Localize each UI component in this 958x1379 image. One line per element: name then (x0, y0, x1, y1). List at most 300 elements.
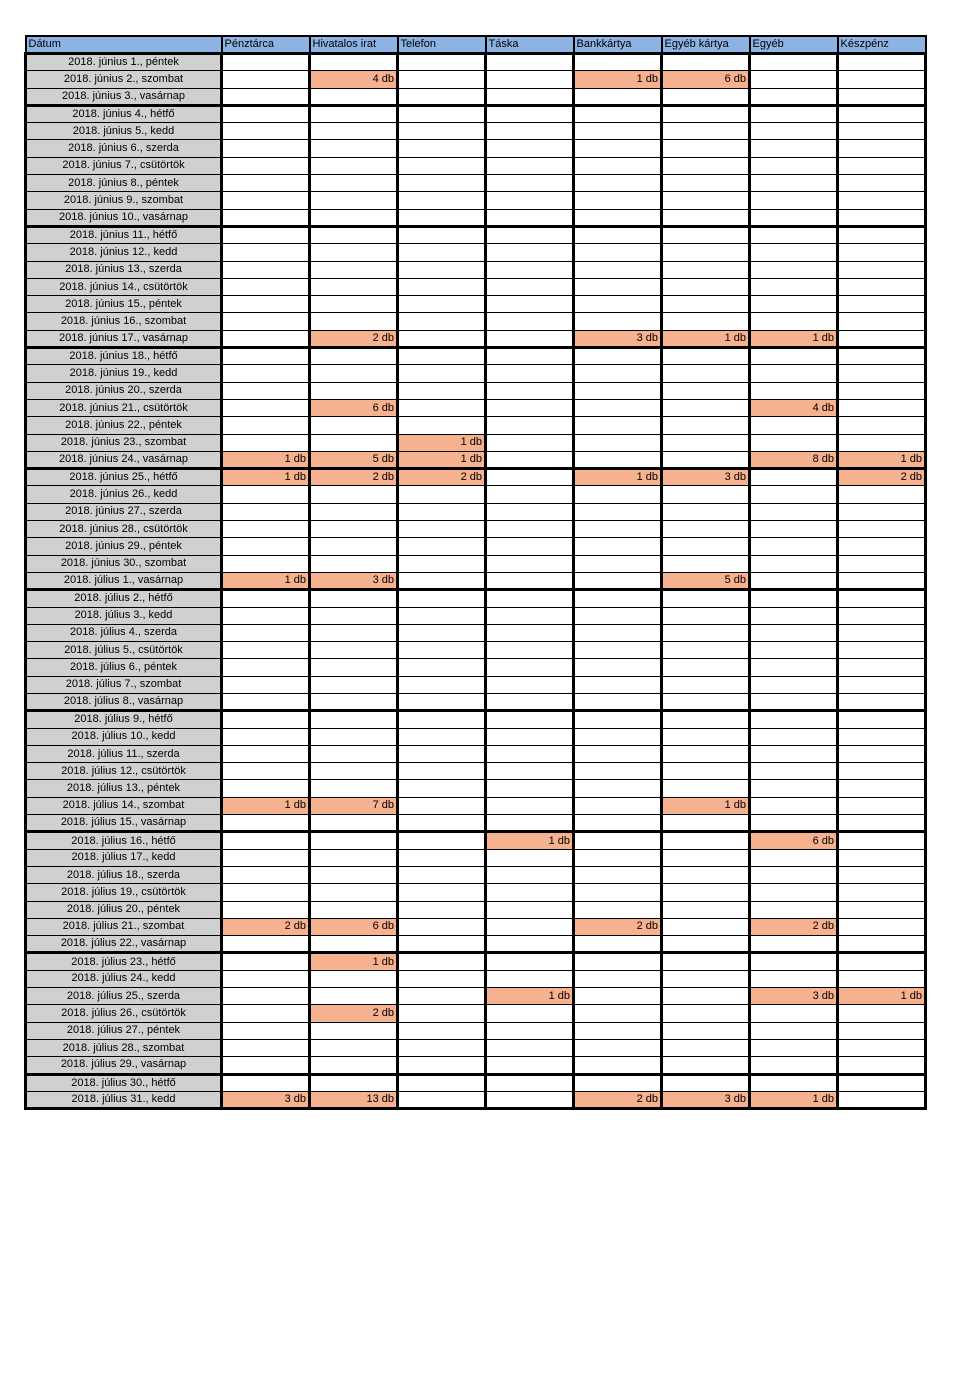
date-cell: 2018. július 12., csütörtök (26, 763, 222, 780)
cell-egyeb (750, 157, 838, 174)
cell-egyeb (750, 693, 838, 710)
cell-telefon (398, 365, 486, 382)
cell-egyeb-kartya (662, 884, 750, 901)
cell-taska (486, 140, 574, 157)
cell-telefon (398, 797, 486, 814)
cell-bankkartya (574, 970, 662, 987)
table-row (26, 1091, 926, 1108)
cell-keszpenz (838, 209, 926, 226)
cell-taska (486, 313, 574, 330)
date-cell: 2018. június 26., kedd (26, 486, 222, 503)
table-row (26, 140, 926, 157)
cell-egyeb-kartya (662, 659, 750, 676)
table-row (26, 918, 926, 935)
cell-egyeb-kartya (662, 728, 750, 745)
date-cell: 2018. június 13., szerda (26, 261, 222, 278)
date-cell: 2018. június 19., kedd (26, 365, 222, 382)
cell-egyeb (750, 607, 838, 624)
cell-taska (486, 209, 574, 226)
date-cell: 2018. június 23., szombat (26, 434, 222, 451)
cell-taska (486, 970, 574, 987)
cell-egyeb-kartya (662, 278, 750, 295)
table-row (26, 157, 926, 174)
cell-telefon (398, 780, 486, 797)
table-row (26, 486, 926, 503)
cell-egyeb-kartya: 1 db (662, 330, 750, 347)
cell-hivatalos-irat (310, 815, 398, 832)
cell-keszpenz: 1 db (838, 451, 926, 468)
cell-egyeb-kartya (662, 815, 750, 832)
cell-penztarca (222, 296, 310, 313)
cell-telefon (398, 503, 486, 520)
cell-bankkartya (574, 745, 662, 762)
cell-penztarca (222, 399, 310, 416)
cell-egyeb (750, 1022, 838, 1039)
cell-penztarca (222, 88, 310, 105)
cell-egyeb (750, 780, 838, 797)
cell-penztarca (222, 382, 310, 399)
cell-keszpenz (838, 123, 926, 140)
cell-telefon (398, 399, 486, 416)
cell-egyeb-kartya (662, 1057, 750, 1074)
cell-taska (486, 866, 574, 883)
table-row (26, 1057, 926, 1074)
cell-egyeb (750, 866, 838, 883)
cell-telefon (398, 486, 486, 503)
cell-hivatalos-irat (310, 486, 398, 503)
cell-bankkartya (574, 1039, 662, 1056)
cell-taska (486, 763, 574, 780)
cell-telefon (398, 71, 486, 88)
cell-egyeb-kartya (662, 54, 750, 71)
cell-egyeb-kartya (662, 123, 750, 140)
table-row (26, 244, 926, 261)
cell-egyeb-kartya (662, 296, 750, 313)
cell-keszpenz (838, 1091, 926, 1108)
date-cell: 2018. június 11., hétfő (26, 226, 222, 243)
date-cell: 2018. június 4., hétfő (26, 105, 222, 122)
cell-hivatalos-irat (310, 1057, 398, 1074)
cell-telefon (398, 711, 486, 728)
cell-penztarca (222, 936, 310, 953)
cell-penztarca (222, 590, 310, 607)
date-cell: 2018. június 1., péntek (26, 54, 222, 71)
cell-taska (486, 728, 574, 745)
cell-penztarca (222, 780, 310, 797)
cell-penztarca (222, 642, 310, 659)
cell-penztarca (222, 728, 310, 745)
table-row (26, 676, 926, 693)
cell-penztarca (222, 1005, 310, 1022)
cell-penztarca (222, 175, 310, 192)
cell-hivatalos-irat (310, 728, 398, 745)
cell-bankkartya (574, 434, 662, 451)
cell-egyeb: 1 db (750, 1091, 838, 1108)
cell-egyeb (750, 936, 838, 953)
cell-keszpenz (838, 348, 926, 365)
cell-egyeb (750, 105, 838, 122)
cell-keszpenz (838, 105, 926, 122)
cell-keszpenz (838, 157, 926, 174)
cell-hivatalos-irat (310, 901, 398, 918)
cell-taska (486, 54, 574, 71)
cell-bankkartya (574, 676, 662, 693)
date-cell: 2018. június 15., péntek (26, 296, 222, 313)
date-cell: 2018. június 20., szerda (26, 382, 222, 399)
cell-keszpenz (838, 296, 926, 313)
cell-egyeb-kartya (662, 365, 750, 382)
table-row (26, 278, 926, 295)
cell-egyeb (750, 71, 838, 88)
cell-egyeb (750, 348, 838, 365)
cell-bankkartya: 1 db (574, 469, 662, 486)
cell-bankkartya (574, 399, 662, 416)
cell-telefon (398, 676, 486, 693)
cell-keszpenz (838, 884, 926, 901)
cell-egyeb (750, 123, 838, 140)
cell-hivatalos-irat: 1 db (310, 953, 398, 970)
cell-hivatalos-irat (310, 503, 398, 520)
date-cell: 2018. július 3., kedd (26, 607, 222, 624)
cell-hivatalos-irat (310, 88, 398, 105)
table-row (26, 382, 926, 399)
cell-keszpenz (838, 226, 926, 243)
cell-egyeb (750, 1005, 838, 1022)
cell-hivatalos-irat: 2 db (310, 330, 398, 347)
date-cell: 2018. július 25., szerda (26, 988, 222, 1005)
cell-taska (486, 780, 574, 797)
cell-bankkartya: 2 db (574, 1091, 662, 1108)
cell-bankkartya (574, 642, 662, 659)
cell-penztarca (222, 417, 310, 434)
table-row (26, 226, 926, 243)
cell-bankkartya (574, 226, 662, 243)
cell-egyeb-kartya (662, 348, 750, 365)
cell-penztarca (222, 693, 310, 710)
table-row (26, 434, 926, 451)
cell-keszpenz (838, 693, 926, 710)
date-cell: 2018. június 12., kedd (26, 244, 222, 261)
cell-taska (486, 953, 574, 970)
cell-telefon (398, 1057, 486, 1074)
cell-penztarca (222, 1057, 310, 1074)
cell-keszpenz (838, 936, 926, 953)
cell-keszpenz (838, 866, 926, 883)
cell-egyeb-kartya (662, 244, 750, 261)
table-row (26, 365, 926, 382)
cell-taska (486, 157, 574, 174)
cell-taska (486, 693, 574, 710)
cell-taska (486, 815, 574, 832)
cell-bankkartya (574, 953, 662, 970)
date-cell: 2018. július 5., csütörtök (26, 642, 222, 659)
cell-keszpenz (838, 624, 926, 641)
column-header-egyeb-kartya: Egyéb kártya (662, 36, 750, 54)
cell-telefon: 2 db (398, 469, 486, 486)
cell-keszpenz (838, 590, 926, 607)
cell-taska (486, 261, 574, 278)
cell-egyeb (750, 209, 838, 226)
cell-bankkartya (574, 1005, 662, 1022)
cell-taska (486, 296, 574, 313)
cell-keszpenz (838, 175, 926, 192)
cell-penztarca (222, 54, 310, 71)
cell-egyeb (750, 711, 838, 728)
date-cell: 2018. június 29., péntek (26, 538, 222, 555)
cell-hivatalos-irat (310, 936, 398, 953)
cell-keszpenz (838, 521, 926, 538)
cell-hivatalos-irat: 13 db (310, 1091, 398, 1108)
cell-telefon (398, 313, 486, 330)
cell-keszpenz: 1 db (838, 988, 926, 1005)
date-cell: 2018. június 10., vasárnap (26, 209, 222, 226)
date-cell: 2018. június 18., hétfő (26, 348, 222, 365)
cell-keszpenz (838, 797, 926, 814)
cell-penztarca: 3 db (222, 1091, 310, 1108)
cell-egyeb-kartya (662, 936, 750, 953)
cell-hivatalos-irat (310, 676, 398, 693)
date-cell: 2018. július 19., csütörtök (26, 884, 222, 901)
cell-bankkartya: 1 db (574, 71, 662, 88)
cell-egyeb: 6 db (750, 832, 838, 849)
cell-penztarca (222, 71, 310, 88)
date-cell: 2018. június 7., csütörtök (26, 157, 222, 174)
cell-bankkartya (574, 417, 662, 434)
table-row (26, 399, 926, 416)
cell-bankkartya (574, 763, 662, 780)
cell-telefon: 1 db (398, 434, 486, 451)
cell-keszpenz (838, 918, 926, 935)
cell-hivatalos-irat (310, 192, 398, 209)
table-row (26, 849, 926, 866)
cell-hivatalos-irat (310, 745, 398, 762)
cell-telefon (398, 624, 486, 641)
cell-egyeb-kartya (662, 745, 750, 762)
cell-penztarca (222, 538, 310, 555)
date-cell: 2018. július 8., vasárnap (26, 693, 222, 710)
cell-egyeb-kartya (662, 970, 750, 987)
cell-bankkartya (574, 607, 662, 624)
cell-penztarca (222, 261, 310, 278)
cell-penztarca (222, 123, 310, 140)
cell-telefon (398, 953, 486, 970)
cell-penztarca (222, 1022, 310, 1039)
cell-penztarca (222, 832, 310, 849)
cell-egyeb: 3 db (750, 988, 838, 1005)
cell-egyeb-kartya (662, 918, 750, 935)
cell-telefon (398, 1022, 486, 1039)
cell-taska (486, 659, 574, 676)
cell-taska (486, 469, 574, 486)
cell-bankkartya (574, 261, 662, 278)
cell-taska (486, 451, 574, 468)
table-row (26, 54, 926, 71)
cell-keszpenz (838, 244, 926, 261)
cell-bankkartya (574, 555, 662, 572)
cell-taska (486, 936, 574, 953)
cell-penztarca (222, 815, 310, 832)
cell-penztarca (222, 1039, 310, 1056)
cell-egyeb-kartya (662, 1074, 750, 1091)
date-cell: 2018. június 3., vasárnap (26, 88, 222, 105)
cell-bankkartya (574, 815, 662, 832)
cell-keszpenz (838, 1057, 926, 1074)
cell-telefon (398, 918, 486, 935)
date-cell: 2018. július 15., vasárnap (26, 815, 222, 832)
cell-egyeb (750, 745, 838, 762)
cell-keszpenz (838, 711, 926, 728)
cell-telefon (398, 105, 486, 122)
date-cell: 2018. július 27., péntek (26, 1022, 222, 1039)
cell-hivatalos-irat: 6 db (310, 399, 398, 416)
cell-hivatalos-irat: 3 db (310, 572, 398, 589)
cell-hivatalos-irat: 5 db (310, 451, 398, 468)
cell-bankkartya (574, 936, 662, 953)
cell-hivatalos-irat: 7 db (310, 797, 398, 814)
cell-keszpenz (838, 1039, 926, 1056)
cell-egyeb-kartya (662, 607, 750, 624)
cell-egyeb (750, 261, 838, 278)
cell-egyeb-kartya (662, 624, 750, 641)
table-row (26, 624, 926, 641)
cell-penztarca (222, 313, 310, 330)
date-cell: 2018. július 4., szerda (26, 624, 222, 641)
cell-egyeb (750, 296, 838, 313)
table-row (26, 209, 926, 226)
cell-bankkartya (574, 797, 662, 814)
table-row (26, 572, 926, 589)
cell-egyeb-kartya (662, 226, 750, 243)
date-cell: 2018. július 28., szombat (26, 1039, 222, 1056)
cell-taska (486, 278, 574, 295)
cell-keszpenz (838, 763, 926, 780)
date-cell: 2018. július 14., szombat (26, 797, 222, 814)
cell-egyeb-kartya (662, 642, 750, 659)
cell-telefon (398, 209, 486, 226)
table-row (26, 953, 926, 970)
cell-egyeb (750, 1057, 838, 1074)
cell-bankkartya (574, 88, 662, 105)
cell-penztarca (222, 901, 310, 918)
cell-egyeb-kartya (662, 538, 750, 555)
cell-egyeb (750, 901, 838, 918)
cell-bankkartya (574, 538, 662, 555)
cell-egyeb (750, 624, 838, 641)
cell-keszpenz (838, 278, 926, 295)
cell-hivatalos-irat (310, 763, 398, 780)
cell-bankkartya (574, 728, 662, 745)
cell-keszpenz (838, 330, 926, 347)
cell-taska (486, 417, 574, 434)
cell-bankkartya (574, 1057, 662, 1074)
cell-telefon (398, 521, 486, 538)
cell-bankkartya (574, 296, 662, 313)
cell-hivatalos-irat (310, 988, 398, 1005)
table-body (26, 54, 926, 1109)
cell-bankkartya (574, 313, 662, 330)
table-row (26, 936, 926, 953)
table-row (26, 711, 926, 728)
cell-telefon (398, 970, 486, 987)
cell-keszpenz (838, 815, 926, 832)
cell-taska (486, 399, 574, 416)
cell-penztarca (222, 226, 310, 243)
date-cell: 2018. június 9., szombat (26, 192, 222, 209)
cell-penztarca (222, 157, 310, 174)
cell-hivatalos-irat (310, 313, 398, 330)
cell-bankkartya (574, 711, 662, 728)
cell-hivatalos-irat: 2 db (310, 1005, 398, 1022)
table-row (26, 832, 926, 849)
cell-egyeb-kartya (662, 451, 750, 468)
cell-penztarca (222, 192, 310, 209)
cell-penztarca (222, 953, 310, 970)
date-cell: 2018. június 25., hétfő (26, 469, 222, 486)
cell-telefon (398, 538, 486, 555)
cell-hivatalos-irat (310, 642, 398, 659)
cell-bankkartya (574, 849, 662, 866)
cell-hivatalos-irat (310, 348, 398, 365)
cell-telefon (398, 1074, 486, 1091)
cell-taska: 1 db (486, 988, 574, 1005)
cell-bankkartya (574, 123, 662, 140)
cell-keszpenz (838, 832, 926, 849)
cell-egyeb-kartya (662, 1039, 750, 1056)
table-row (26, 1039, 926, 1056)
cell-keszpenz (838, 607, 926, 624)
cell-hivatalos-irat (310, 209, 398, 226)
cell-taska (486, 849, 574, 866)
cell-penztarca (222, 745, 310, 762)
table-row (26, 763, 926, 780)
cell-penztarca: 1 db (222, 797, 310, 814)
cell-bankkartya (574, 1022, 662, 1039)
cell-telefon (398, 572, 486, 589)
cell-bankkartya (574, 157, 662, 174)
cell-hivatalos-irat (310, 261, 398, 278)
cell-egyeb: 1 db (750, 330, 838, 347)
cell-hivatalos-irat (310, 382, 398, 399)
cell-keszpenz (838, 970, 926, 987)
cell-egyeb (750, 434, 838, 451)
cell-hivatalos-irat (310, 607, 398, 624)
cell-bankkartya (574, 54, 662, 71)
cell-taska (486, 244, 574, 261)
table-row (26, 296, 926, 313)
cell-egyeb-kartya (662, 105, 750, 122)
cell-keszpenz: 2 db (838, 469, 926, 486)
cell-taska (486, 330, 574, 347)
cell-egyeb-kartya (662, 434, 750, 451)
cell-telefon (398, 140, 486, 157)
date-cell: 2018. június 22., péntek (26, 417, 222, 434)
cell-egyeb (750, 521, 838, 538)
cell-telefon (398, 1005, 486, 1022)
cell-egyeb (750, 88, 838, 105)
cell-egyeb-kartya (662, 866, 750, 883)
cell-egyeb (750, 953, 838, 970)
cell-egyeb: 2 db (750, 918, 838, 935)
cell-keszpenz (838, 434, 926, 451)
cell-hivatalos-irat (310, 1039, 398, 1056)
cell-egyeb-kartya (662, 175, 750, 192)
cell-egyeb (750, 849, 838, 866)
cell-hivatalos-irat (310, 140, 398, 157)
cell-keszpenz (838, 486, 926, 503)
cell-egyeb (750, 884, 838, 901)
cell-keszpenz (838, 901, 926, 918)
cell-hivatalos-irat (310, 417, 398, 434)
